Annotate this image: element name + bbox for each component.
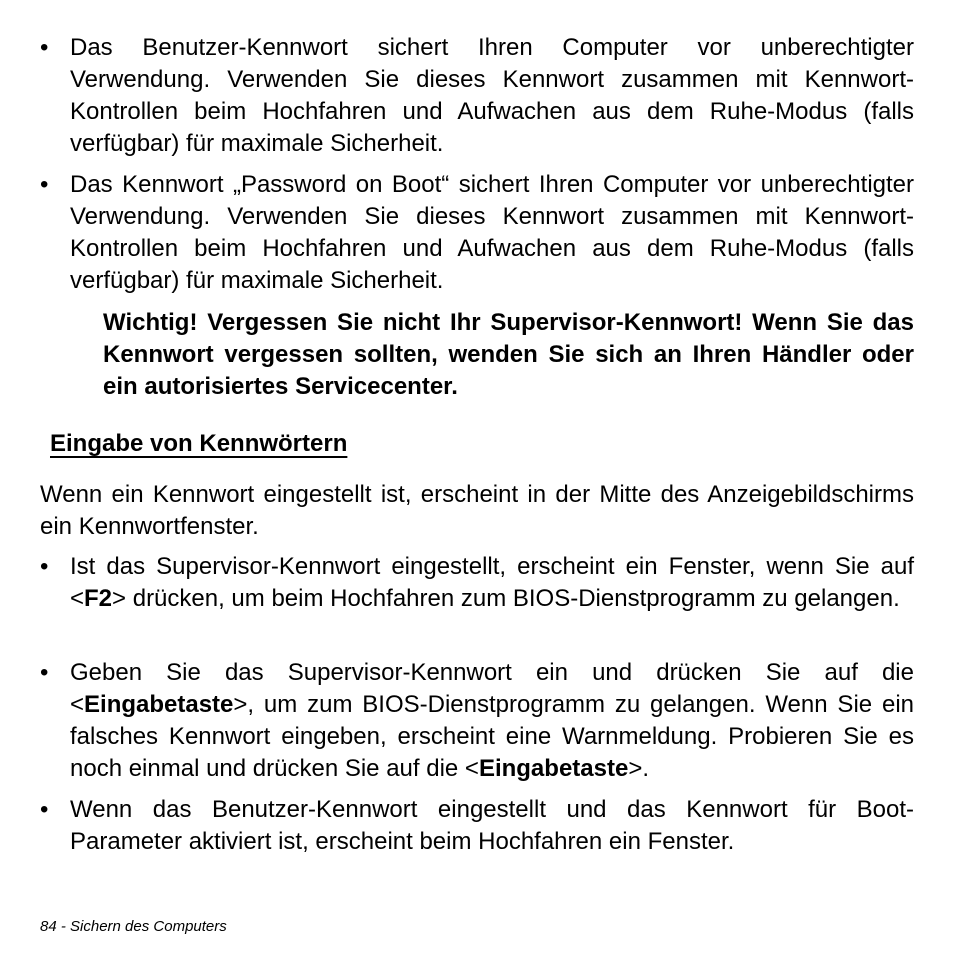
page-footer: 84 - Sichern des Computers — [40, 918, 227, 935]
list-item-text — [70, 794, 914, 858]
bullet-marker: • — [40, 553, 49, 580]
bullet-marker: • — [40, 34, 49, 61]
key-name: F2 — [84, 585, 113, 612]
intro-paragraph: Wenn ein Kennwort eingestellt ist, erscheint in der Mitte des Anzeigebildschirms ein Kennwortfenster. — [40, 481, 914, 540]
bullet-marker: • — [40, 659, 49, 686]
text-segment: Geben Sie das Supervisor-Kennwort ein und drücken Sie auf die < — [70, 659, 914, 718]
bullet-marker: • — [40, 796, 49, 823]
text-segment: Ist das Supervisor-Kennwort eingestellt, erscheint ein Fenster, wenn Sie auf < — [70, 553, 914, 612]
text-segment: > drücken, um beim Hochfahren zum BIOS-Dienstprogramm zu gelangen. — [112, 585, 900, 612]
list-item-text — [70, 551, 914, 615]
text-segment: Wenn das Benutzer-Kennwort eingestellt und das Kennwort für Boot-Parameter aktiviert ist, erscheint beim Hochfahren ein Fenster. — [70, 796, 914, 855]
list-item — [40, 794, 914, 858]
list-item-text: Das Kennwort „Password on Boot“ sichert Ihren Computer vor unberechtigter Verwendung. Verwenden Sie dieses Kennwort zusammen mit Kennwort-Kontrollen beim Hochfahren und Aufwachen aus dem Ruhe-Modus (falls verfügbar) für maximale Sicherheit. — [70, 171, 914, 294]
key-name: Eingabetaste — [84, 691, 234, 718]
list-item — [40, 657, 914, 785]
bullet-marker: • — [40, 171, 49, 198]
text-segment: >, um zum BIOS-Dienstprogramm zu gelangen. Wenn Sie ein falsches Kennwort eingeben, erscheint eine Warnmeldung. Probieren Sie es noch einmal und drücken Sie auf die < — [70, 691, 914, 782]
list-item-text — [70, 657, 914, 785]
section-heading: Eingabe von Kennwörtern — [50, 430, 348, 457]
list-item — [40, 169, 914, 297]
important-note: Wichtig! Vergessen Sie nicht Ihr Supervisor-Kennwort! Wenn Sie das Kennwort vergessen sollten, wenden Sie sich an Ihren Händler oder ein autorisiertes Servicecenter. — [103, 309, 914, 400]
list-item — [40, 551, 914, 615]
list-item-text: Das Benutzer-Kennwort sichert Ihren Computer vor unberechtigter Verwendung. Verwenden Sie dieses Kennwort zusammen mit Kennwort-Kontrollen beim Hochfahren und Aufwachen aus dem Ruhe-Modus (falls verfügbar) für maximale Sicherheit. — [70, 34, 914, 157]
text-segment: >. — [628, 755, 650, 782]
list-item — [40, 32, 914, 160]
key-name: Eingabetaste — [478, 755, 629, 782]
